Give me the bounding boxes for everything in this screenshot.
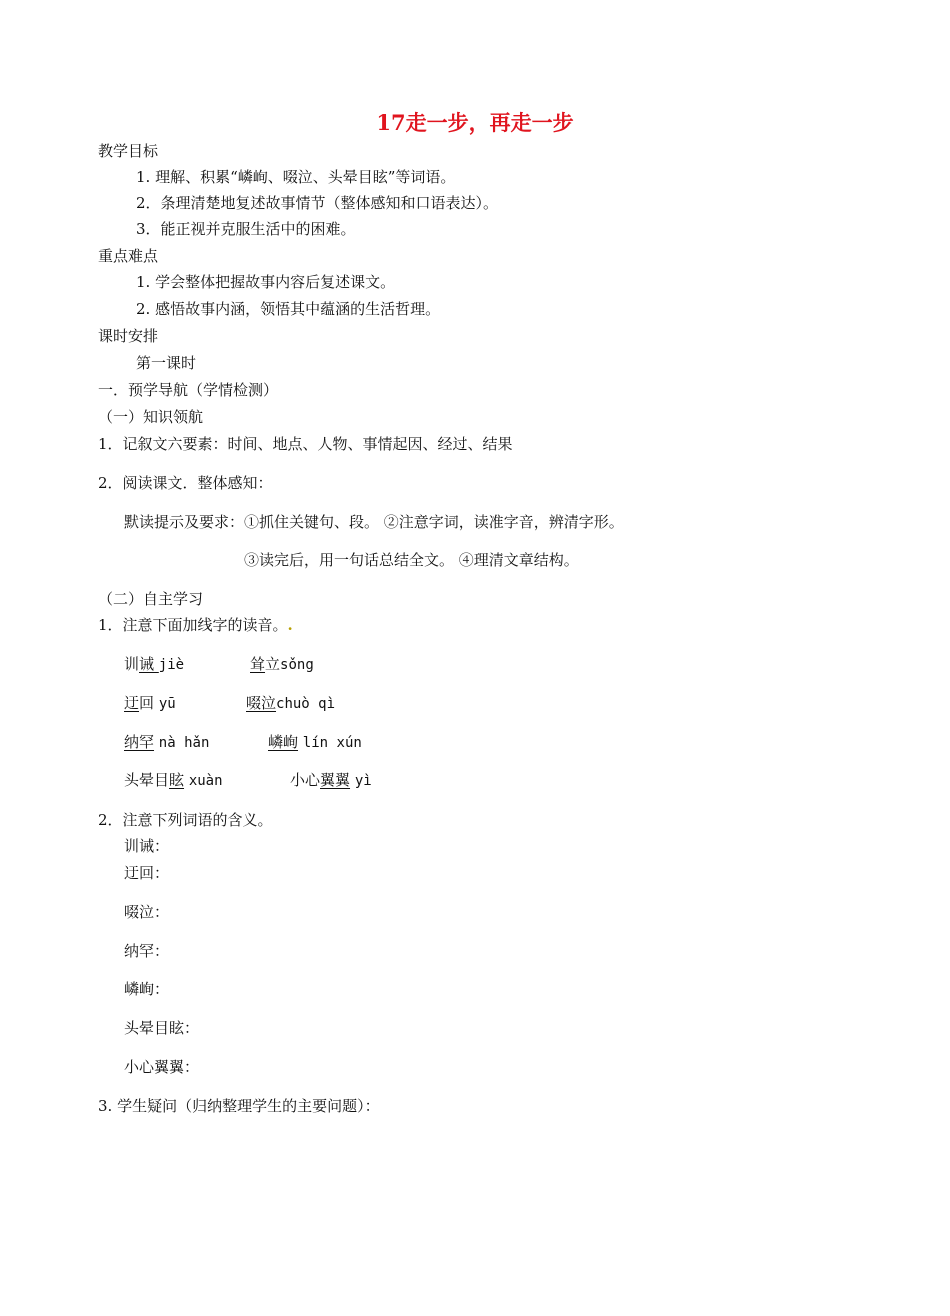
question-2: 2．注意下列词语的含义。 — [98, 811, 273, 829]
pinyin: sǒng — [280, 657, 314, 673]
subsection-self-study: （二）自主学习 — [98, 590, 204, 608]
underlined-char: 迂 — [124, 694, 140, 712]
section-heading: 一．预学导航（学情检测） — [98, 381, 279, 399]
vocab-item: 小心翼翼： — [124, 1058, 200, 1076]
pinyin: xuàn — [188, 773, 223, 789]
pinyin: nà hǎn — [158, 735, 210, 751]
reading-requirements-2: ③读完后，用一句话总结全文。 ④理清文章结构。 — [244, 551, 579, 569]
pinyin: jiè — [158, 657, 185, 673]
vocab-item: 嶙峋： — [124, 980, 170, 998]
vocab-item: 头晕目眩： — [124, 1019, 200, 1037]
goals-heading: 教学目标 — [98, 142, 159, 160]
pron-item — [124, 732, 209, 753]
item-reading: 2．阅读课文．整体感知： — [98, 474, 273, 492]
pron-item: 耸立sǒng — [250, 655, 314, 673]
pinyin: chuò qì — [276, 696, 336, 712]
subsection-knowledge: （一）知识领航 — [98, 408, 204, 426]
goal-item-3: 3．能正视并克服生活中的困难。 — [136, 220, 356, 238]
underlined-char: 纳罕 — [124, 733, 155, 751]
pron-item — [246, 693, 335, 714]
underlined-char: 眩 — [169, 771, 185, 789]
underlined-char: 诫 — [139, 655, 159, 673]
key-point-item-1: 1. 学会整体把握故事内容后复述课文。 — [136, 273, 396, 291]
pron-item — [268, 732, 362, 753]
page-title: 17走一步，再走一步 — [376, 110, 574, 135]
pinyin: lín xún — [302, 735, 362, 751]
pron-item: 小心翼翼 yì — [290, 771, 372, 789]
question-3: 3. 学生疑问（归纳整理学生的主要问题）： — [98, 1097, 380, 1115]
vocab-item: 纳罕： — [124, 942, 170, 960]
key-points-heading: 重点难点 — [98, 247, 159, 265]
goal-item-1: 1. 理解、积累“嶙峋、啜泣、头晕目眩”等词语。 — [136, 168, 456, 186]
question-1-text: 1．注意下面加线字的读音。 — [98, 616, 288, 634]
underlined-char: 翼翼 — [320, 771, 351, 789]
schedule-heading: 课时安排 — [98, 327, 159, 345]
vocab-item: 啜泣： — [124, 903, 170, 921]
goal-item-2: 2．条理清楚地复述故事情节（整体感知和口语表达）。 — [136, 194, 499, 212]
vocab-item: 训诫： — [124, 837, 170, 855]
question-1-dot: . — [287, 616, 293, 634]
underlined-char: 嶙峋 — [268, 733, 299, 751]
key-point-item-2: 2. 感悟故事内涵，领悟其中蕴涵的生活哲理。 — [136, 300, 441, 318]
underlined-char: 啜泣 — [246, 694, 277, 712]
pron-item: 训诫 jiè — [124, 655, 185, 673]
vocab-item: 迂回： — [124, 864, 170, 882]
item-narrative-elements: 1．记叙文六要素：时间、地点、人物、事情起因、经过、结果 — [98, 435, 513, 453]
pinyin: yì — [354, 773, 372, 789]
reading-requirements-1: 默读提示及要求：①抓住关键句、段。 ②注意字词，读准字音，辨清字形。 — [124, 513, 624, 531]
pron-item: 头晕目眩 xuàn — [124, 771, 223, 789]
lesson-label: 第一课时 — [136, 354, 197, 372]
pron-item: 迂回 yū — [124, 694, 176, 712]
question-1 — [98, 615, 293, 635]
pinyin: yū — [158, 696, 176, 712]
underlined-char: 耸 — [250, 655, 266, 673]
